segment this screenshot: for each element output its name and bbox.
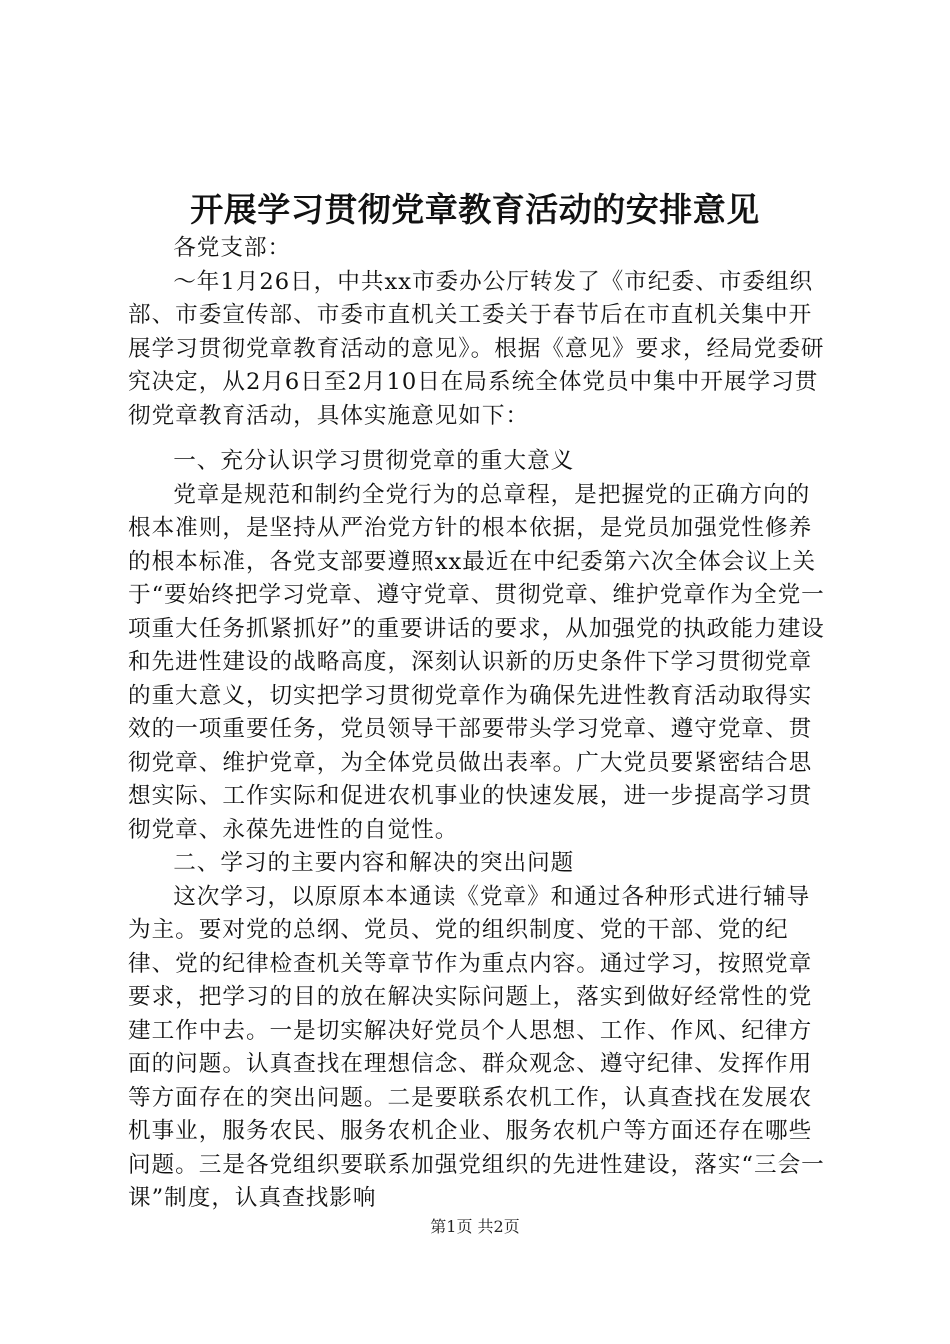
page-footer: 第1页 共2页 (430, 1217, 520, 1236)
intro-paragraph: ～年1月26日，中共xx市委办公厅转发了《市纪委、市委组织部、市委宣传部、市委市直机关工委关于春节后在市直机关集中开展学习贯彻党章教育活动的意见》。根据《意见》要求，经局党委研究决定，从2月6日至2月10日在局系统全体党员中集中开展学习贯彻党章教育活动，具体实施意见如下： (128, 268, 825, 429)
section-2-heading: 二、学习的主要内容和解决的突出问题 (173, 850, 575, 876)
section-1-paragraph: 党章是规范和制约全党行为的总章程，是把握党的正确方向的根本准则，是坚持从严治党方针的根本依据，是党员加强党性修养的根本标准，各党支部要遵照xx最近在中纪委第六次全体会议上关于“要始终把学习党章、遵守党章、贯彻党章、维护党章作为全党一项重大任务抓紧抓好”的重要讲话的要求，从加强党的执政能力建设和先进性建设的战略高度，深刻认识新的历史条件下学习贯彻党章的重大意义，切实把学习贯彻党章作为确保先进性教育活动取得实效的一项重要任务，党员领导干部要带头学习党章、遵守党章、贯彻党章、维护党章，为全体党员做出表率。广大党员要紧密结合思想实际、工作实际和促进农机事业的快速发展，进一步提高学习贯彻党章、永葆先进性的自觉性。 (128, 481, 825, 843)
paragraph-gap (128, 433, 828, 445)
document-title: 开展学习贯彻党章教育活动的安排意见 (190, 190, 760, 229)
section-2-paragraph: 这次学习，以原原本本通读《党章》和通过各种形式进行辅导为主。要对党的总纲、党员、党的组织制度、党的干部、党的纪律、党的纪律检查机关等章节作为重点内容。通过学习，按照党章要求，把学习的目的放在解决实际问题上，落实到做好经常性的党建工作中去。一是切实解决好党员个人思想、工作、作风、纪律方面的问题。认真查找在理想信念、群众观念、遵守纪律、发挥作用等方面存在的突出问题。二是要联系农机工作，认真查找在发展农机事业，服务农民、服务农机企业、服务农机户等方面还存在哪些问题。三是各党组织要联系加强党组织的先进性建设，落实“三会一课”制度，认真查找影响 (128, 883, 825, 1211)
document-body (128, 232, 828, 1216)
section-1-heading: 一、充分认识学习贯彻党章的重大意义 (173, 448, 575, 474)
salutation: 各党支部： (173, 235, 292, 261)
